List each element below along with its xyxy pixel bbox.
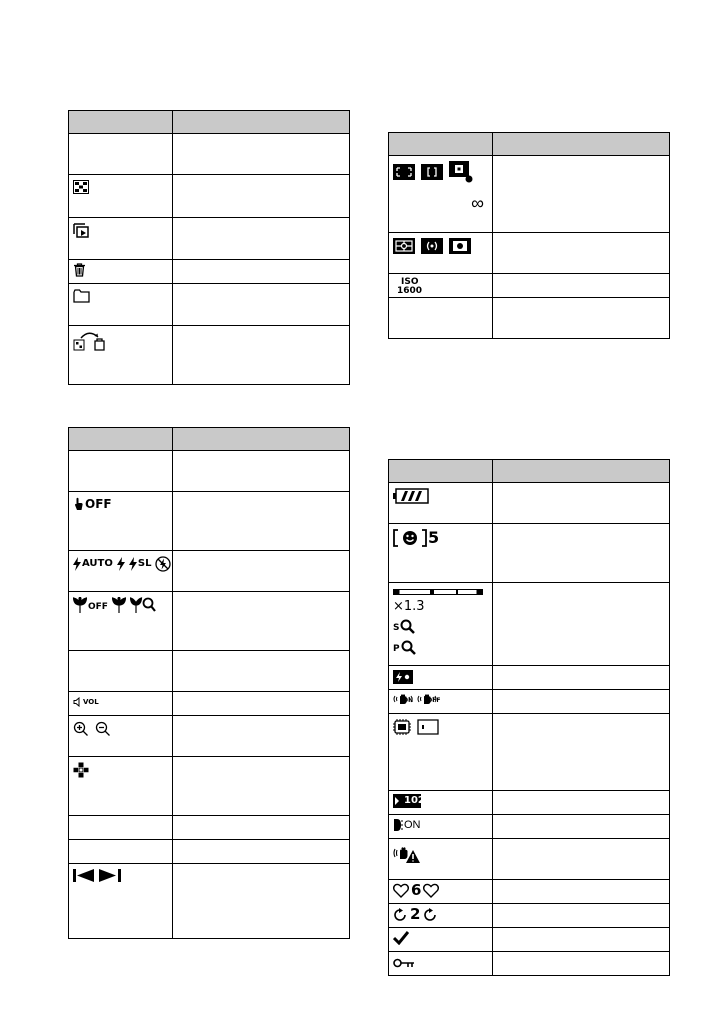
table-c — [68, 427, 350, 939]
table-row: VOL — [69, 692, 350, 716]
favorites-icon — [393, 883, 409, 898]
change-memory-icon — [73, 331, 107, 351]
flash-icon — [129, 557, 137, 571]
table-row: OFF — [69, 492, 350, 551]
rotate-icon — [423, 908, 437, 922]
table-row — [69, 651, 350, 692]
battery-icon — [393, 488, 429, 504]
table-row — [389, 714, 670, 791]
table-row: 2 — [389, 904, 670, 928]
table-row — [69, 175, 350, 218]
table-row — [69, 840, 350, 864]
table-row — [389, 666, 670, 690]
camera-shake-warning-icon — [393, 844, 421, 864]
af-spot-icon — [449, 161, 473, 183]
table-row — [389, 156, 670, 233]
favorites-icon — [423, 883, 439, 898]
table-row: AUTO SL — [69, 551, 350, 592]
table-row: 102 — [389, 791, 670, 815]
table-row — [389, 583, 670, 666]
control-button-icon — [73, 762, 89, 778]
rotate-icon — [393, 908, 407, 922]
zoom-ratio: ×1.3 — [393, 599, 425, 614]
touch-finger-icon — [73, 497, 83, 511]
zoom-out-icon — [95, 721, 111, 737]
zoom-indicators: ×1.3 S P — [393, 589, 492, 655]
table-row — [69, 451, 350, 492]
zoom-in-icon — [73, 721, 89, 737]
table-row — [389, 233, 670, 274]
table-row — [389, 839, 670, 880]
table-a — [68, 110, 350, 385]
table-row — [389, 928, 670, 952]
table-row: 6 — [389, 880, 670, 904]
flash-charging-icon — [393, 670, 413, 684]
protect-key-icon — [393, 958, 415, 968]
trash-icon — [73, 263, 86, 277]
table-row — [389, 952, 670, 976]
metering-multi-icon — [393, 238, 415, 254]
table-header-row — [389, 133, 670, 156]
flash-icon — [73, 557, 81, 571]
speaker-icon — [73, 697, 82, 707]
folder-icon — [73, 289, 90, 303]
af-illuminator-icon — [393, 818, 403, 832]
af-multi-icon — [393, 164, 415, 180]
table-row — [69, 816, 350, 840]
table-header-row — [389, 460, 670, 483]
table-row — [389, 274, 670, 298]
table-b — [388, 132, 670, 339]
table-row — [69, 757, 350, 816]
table-row — [69, 218, 350, 260]
face-detection-icon — [393, 529, 427, 547]
metering-center-icon — [421, 238, 443, 254]
table-header-row — [69, 428, 350, 451]
close-focus-icon — [130, 597, 156, 613]
macro-icon — [73, 597, 87, 613]
infinity-symbol: ∞ — [471, 193, 484, 213]
macro-icon — [112, 597, 126, 613]
table-row — [69, 326, 350, 385]
table-row — [389, 483, 670, 524]
zoom-scale-bar — [393, 589, 483, 595]
slideshow-icon — [73, 223, 91, 239]
table-row: OFF — [69, 592, 350, 651]
precision-zoom-icon — [401, 640, 416, 655]
memory-card-icon — [417, 719, 439, 735]
af-center-icon — [421, 164, 443, 180]
flash-icon — [117, 557, 125, 571]
previous-icon — [73, 869, 95, 882]
index-display-icon — [73, 180, 89, 194]
table-row — [69, 716, 350, 757]
table-row — [69, 134, 350, 175]
table-row: 5 — [389, 524, 670, 583]
checkmark-icon — [393, 931, 409, 945]
table-row: ON OFF — [389, 690, 670, 714]
metering-spot-icon — [449, 238, 471, 254]
smart-zoom-icon — [400, 619, 415, 634]
table-row — [69, 284, 350, 326]
flash-off-icon — [155, 556, 171, 572]
table-row — [69, 260, 350, 284]
iso-icon: ISO 1600 — [397, 277, 423, 296]
next-icon — [99, 869, 121, 882]
table-d — [388, 459, 670, 976]
internal-memory-icon — [393, 719, 411, 735]
table-row — [69, 864, 350, 939]
table-header-row — [69, 111, 350, 134]
table-row: ON — [389, 815, 670, 839]
table-row — [389, 298, 670, 339]
